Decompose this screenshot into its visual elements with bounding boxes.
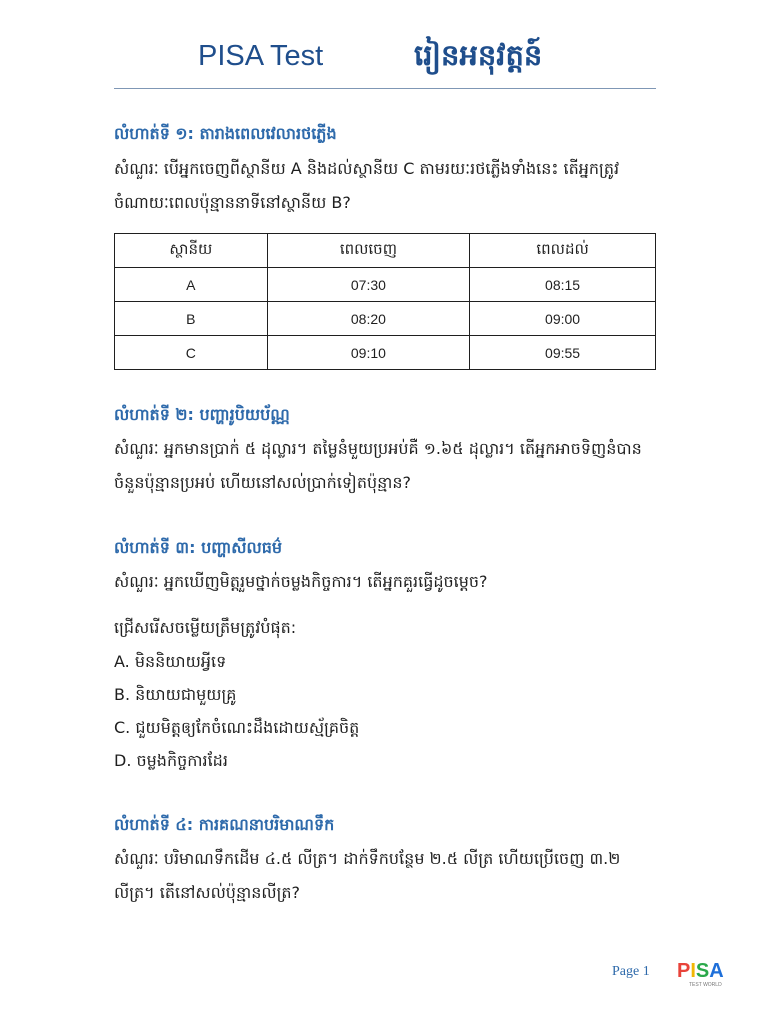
exercise-1-question: សំណួរៈ បើអ្នកចេញពីស្ថានីយ A និងដល់ស្ថានីយ C តាមរយៈរថភ្លើងទាំងនេះ តើអ្នកត្រូវចំណាយៈពេលប៉ុន្មាននាទីនៅស្ថានីយ B?: [114, 159, 620, 212]
page-number: Page 1: [612, 964, 650, 979]
table-header-row: [115, 234, 656, 268]
page-header: [114, 36, 656, 89]
exercise-1-heading: លំហាត់ទី ១: តារាងពេលវេលារថភ្លើង: [114, 124, 337, 143]
table-cell: C: [115, 336, 268, 370]
exercise-4-question: សំណួរៈ បរិមាណទឹកដើម ៤.៥ លីត្រ។ ដាក់ទឹកបន្ថែម ២.៥ លីត្រ ហើយប្រើចេញ ៣.២ លីត្រ។ តើនៅសល់ប៉ុន្មានលីត្រ?: [114, 849, 621, 902]
logo-letter: P: [677, 960, 691, 982]
table-cell: 09:00: [470, 302, 656, 336]
column-header-arrival: ពេលដល់: [470, 234, 656, 268]
option-a: A. មិននិយាយអ្វីទេ: [114, 652, 227, 671]
table-cell: A: [115, 268, 268, 302]
table-row: [115, 336, 656, 370]
option-d: D. ចម្លងកិច្ចការដែរ: [114, 751, 228, 770]
pisa-logo: [677, 960, 737, 994]
exercise-3-heading: លំហាត់ទី ៣: បញ្ហាសីលធម៌: [114, 538, 283, 557]
exercise-3-instruction: ជ្រើសរើសចម្លើយត្រឹមត្រូវបំផុត:: [114, 618, 297, 637]
exercise-4-heading: លំហាត់ទី ៤: ការគណនាបរិមាណទឹក: [114, 815, 335, 834]
table-cell: 09:55: [470, 336, 656, 370]
column-header-station: ស្ថានីយ: [115, 234, 268, 268]
table-cell: 08:15: [470, 268, 656, 302]
logo-tagline: TEST WORLD: [689, 982, 722, 988]
document-subtitle: រៀនអនុវត្តន៍: [414, 38, 543, 72]
train-timetable: [114, 233, 656, 370]
document-title: PISA Test: [198, 40, 324, 72]
column-header-departure: ពេលចេញ: [267, 234, 469, 268]
exercise-3-question: សំណួរៈ អ្នកឃើញមិត្តរួមថ្នាក់ចម្លងកិច្ចការ។ តើអ្នកគួរធ្វើដូចម្ដេច?: [114, 572, 488, 591]
option-c: C. ជួយមិត្តឲ្យកែចំណេះដឹងដោយស្ម័គ្រចិត្ត: [114, 718, 360, 737]
logo-letter: S: [695, 960, 710, 982]
exercise-2-question: សំណួរៈ អ្នកមានប្រាក់ ៥ ដុល្លារ។ តម្លៃនំមួយប្រអប់គឺ ១.៦៥ ដុល្លារ។ តើអ្នកអាចទិញនំបានចំនួនប៉ុន្មានប្រអប់ ហើយនៅសល់ប្រាក់ទៀតប៉ុន្មាន?: [114, 439, 642, 492]
logo-letter: I: [690, 960, 696, 982]
table-row: [115, 302, 656, 336]
table-cell: B: [115, 302, 268, 336]
table-cell: 07:30: [267, 268, 469, 302]
table-cell: 08:20: [267, 302, 469, 336]
exercise-2-heading: លំហាត់ទី ២: បញ្ហារូបិយប័ណ្ណ: [114, 405, 290, 424]
logo-text: [677, 960, 724, 982]
table-cell: 09:10: [267, 336, 469, 370]
option-b: B. និយាយជាមួយគ្រូ: [114, 685, 237, 704]
logo-letter: A: [709, 960, 724, 982]
table-row: [115, 268, 656, 302]
